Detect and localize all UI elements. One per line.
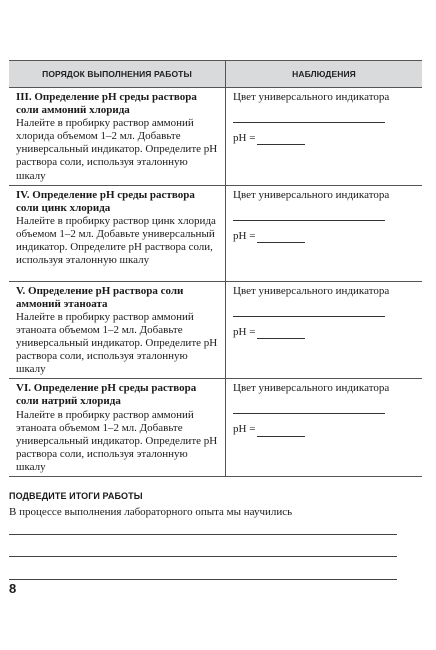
procedure-cell — [9, 281, 226, 379]
summary-answer-line[interactable] — [9, 534, 397, 535]
header-observations: НАБЛЮДЕНИЯ — [226, 61, 423, 88]
ph-row — [233, 132, 417, 145]
observation-cell — [226, 281, 423, 379]
summary-prompt: В процессе выполнения лабораторного опыта мы научились — [9, 506, 293, 518]
ph-row — [233, 326, 417, 339]
observation-cell — [226, 88, 423, 186]
indicator-color-label: Цвет универсального индикатора — [233, 382, 390, 395]
page-bottom-rule[interactable] — [9, 579, 397, 580]
table-row — [9, 88, 422, 186]
summary-heading: ПОДВЕДИТЕ ИТОГИ РАБОТЫ — [9, 491, 143, 501]
indicator-color-label: Цвет универсального индикатора — [233, 91, 390, 103]
indicator-color-answer-line[interactable] — [233, 395, 385, 414]
step-title: IV. Определение рН среды раствора соли цинк хлорида — [16, 188, 195, 214]
indicator-color-answer-line[interactable] — [233, 104, 385, 123]
ph-label: рН = — [233, 423, 256, 436]
step-text: Налейте в пробирку раствор аммоний этаноата объемом 1–2 мл. Добавьте универсальный индикатор. Определите рН раствора соли, используя эталонную шкалу — [16, 310, 218, 376]
step-title: VI. Определение рН среды раствора соли натрий хлорида — [16, 382, 197, 408]
procedure-cell — [9, 88, 226, 186]
procedure-cell — [9, 379, 226, 477]
table-row — [9, 281, 422, 379]
summary-answer-line[interactable] — [9, 556, 397, 557]
indicator-color-label: Цвет универсального индикатора — [233, 284, 390, 297]
step-title: III. Определение рН среды раствора соли аммоний хлорида — [16, 91, 197, 117]
header-procedure: ПОРЯДОК ВЫПОЛНЕНИЯ РАБОТЫ — [9, 61, 226, 88]
indicator-color-answer-line[interactable] — [233, 298, 385, 317]
table-row — [9, 379, 422, 477]
ph-label: рН = — [233, 229, 256, 242]
ph-answer-line[interactable] — [257, 133, 305, 145]
table-header-row — [9, 61, 422, 88]
step-text: Налейте в пробирку раствор аммоний этаноата объемом 1–2 мл. Добавьте универсальный индикатор. Определите рН раствора соли, используя эталонную шкалу — [16, 408, 218, 473]
ph-answer-line[interactable] — [257, 327, 305, 339]
ph-row — [233, 423, 417, 436]
ph-label: рН = — [233, 325, 256, 338]
page-number: 8 — [9, 581, 17, 596]
table-row — [9, 185, 422, 281]
indicator-color-label: Цвет универсального индикатора — [233, 188, 390, 201]
observation-cell — [226, 379, 423, 477]
indicator-color-answer-line[interactable] — [233, 202, 385, 221]
procedure-cell — [9, 185, 226, 281]
ph-answer-line[interactable] — [257, 425, 305, 437]
lab-work-table — [9, 60, 422, 477]
step-title: V. Определение рН раствора соли аммоний этаноата — [16, 284, 184, 310]
ph-label: рН = — [233, 132, 256, 145]
step-text: Налейте в пробирку раствор цинк хлорида объемом 1–2 мл. Добавьте универсальный индикатор. Определите рН раствора соли, используя эталонную шкалу — [16, 214, 216, 267]
observation-cell — [226, 185, 423, 281]
step-text: Налейте в пробирку раствор аммоний хлорида объемом 1–2 мл. Добавьте универсальный индикатор. Определите рН раствора соли, используя эталонную шкалу — [16, 117, 218, 182]
ph-answer-line[interactable] — [257, 231, 305, 243]
ph-row — [233, 230, 417, 243]
